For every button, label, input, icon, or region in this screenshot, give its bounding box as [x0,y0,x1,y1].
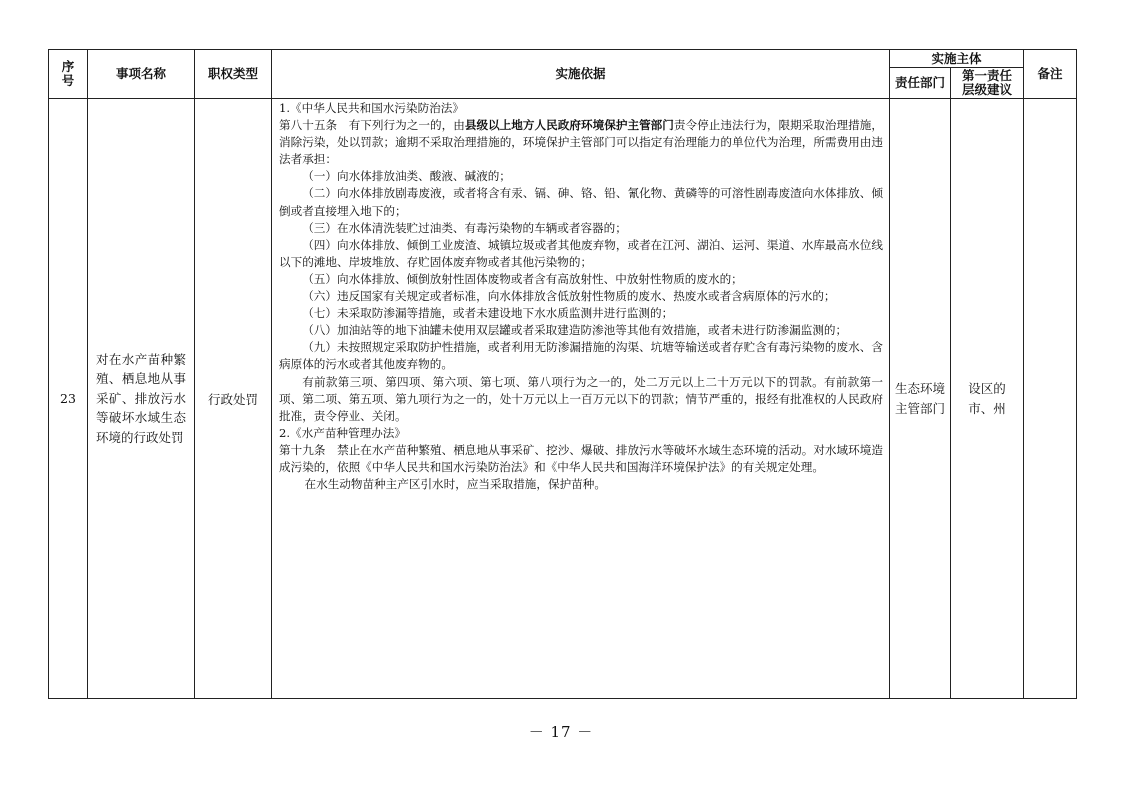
row-level: 设区的市、州 [951,99,1024,699]
law1-item: （八）加油站等的地下油罐未使用双层罐或者采取建造防渗池等其他有效措施，或者未进行防渗漏监测的； [302,323,848,338]
header-basis: 实施依据 [272,50,890,99]
row-remark [1024,99,1077,699]
law1-item: （六）违反国家有关规定或者标准，向水体排放含低放射性物质的废水、热废水或者含病原体的污水的； [302,289,836,304]
law1-item: （九）未按照规定采取防护性措施，或者利用无防渗漏措施的沟渠、坑塘等输送或者存贮含有毒污染物的废水、含病原体的污水或者其他废弃物的。 [279,340,883,372]
row-dept: 生态环境主管部门 [890,99,951,699]
law1-item: （三）在水体清洗装贮过油类、有毒污染物的车辆或者容器的； [302,220,627,235]
row-power-type: 行政处罚 [195,99,272,699]
law1-item: （二）向水体排放剧毒废液，或者将含有汞、镉、砷、铬、铅、氰化物、黄磷等的可溶性剧毒废渣向水体排放、倾倒或者直接埋入地下的； [279,186,883,218]
law1-title: 1.《中华人民共和国水污染防治法》 [279,101,464,115]
page-number: － 17 － [528,723,594,741]
header-power-type: 职权类型 [195,50,272,99]
header-item-name: 事项名称 [88,50,195,99]
law1-penalty: 有前款第三项、第四项、第六项、第七项、第八项行为之一的，处二万元以上二十万元以下的罚款。有前款第一项、第二项、第五项、第九项行为之一的，处十万元以上一百万元以下的罚款；情节严重的，报经有批准权的人民政府批准，责令停业、关闭。 [279,374,883,423]
law1-article: 第八十五条 有下列行为之一的，由县级以上地方人民政府环境保护主管部门责令停止违法行为，限期采取治理措施，消除污染，处以罚款；逾期不采取治理措施的，环境保护主管部门可以指定有治理能力的单位代为治理，所需费用由违法者承担： [279,118,883,167]
row-item-name: 对在水产苗种繁殖、栖息地从事采矿、排放污水等破坏水域生态环境的行政处罚 [88,99,195,699]
law1-item: （五）向水体排放、倾倒放射性固体废物或者含有高放射性、中放射性物质的废水的； [302,271,743,286]
responsible-authority: 县级以上地方人民政府环境保护主管部门 [464,118,674,133]
row-seq: 23 [49,99,88,699]
header-dept: 责任部门 [890,68,951,99]
law1-item: （一）向水体排放油类、酸液、碱液的； [302,169,511,184]
law2-article: 第十九条 禁止在水产苗种繁殖、栖息地从事采矿、挖沙、爆破、排放污水等破坏水域生态环境的活动。对水域环境造成污染的，依照《中华人民共和国水污染防治法》和《中华人民共和国海洋环境保护法》的有关规定处理。 [279,442,883,474]
law1-item: （七）未采取防渗漏等措施，或者未建设地下水水质监测井进行监测的； [302,306,674,321]
header-subject: 实施主体 [890,50,1024,68]
header-level: 第一责任层级建议 [951,68,1024,99]
law1-item: （四）向水体排放、倾倒工业废渣、城镇垃圾或者其他废弃物，或者在江河、湖泊、运河、渠道、水库最高水位线以下的滩地、岸坡堆放、存贮固体废弃物或者其他污染物的； [279,237,883,269]
table-row [49,99,1077,699]
header-remark: 备注 [1024,50,1077,99]
authority-table [48,49,1077,699]
header-seq: 序号 [49,50,88,99]
law2-extra: 在水生动物苗种主产区引水时，应当采取措施，保护苗种。 [304,477,606,492]
law2-title: 2.《水产苗种管理办法》 [279,425,406,440]
row-basis [272,99,890,699]
